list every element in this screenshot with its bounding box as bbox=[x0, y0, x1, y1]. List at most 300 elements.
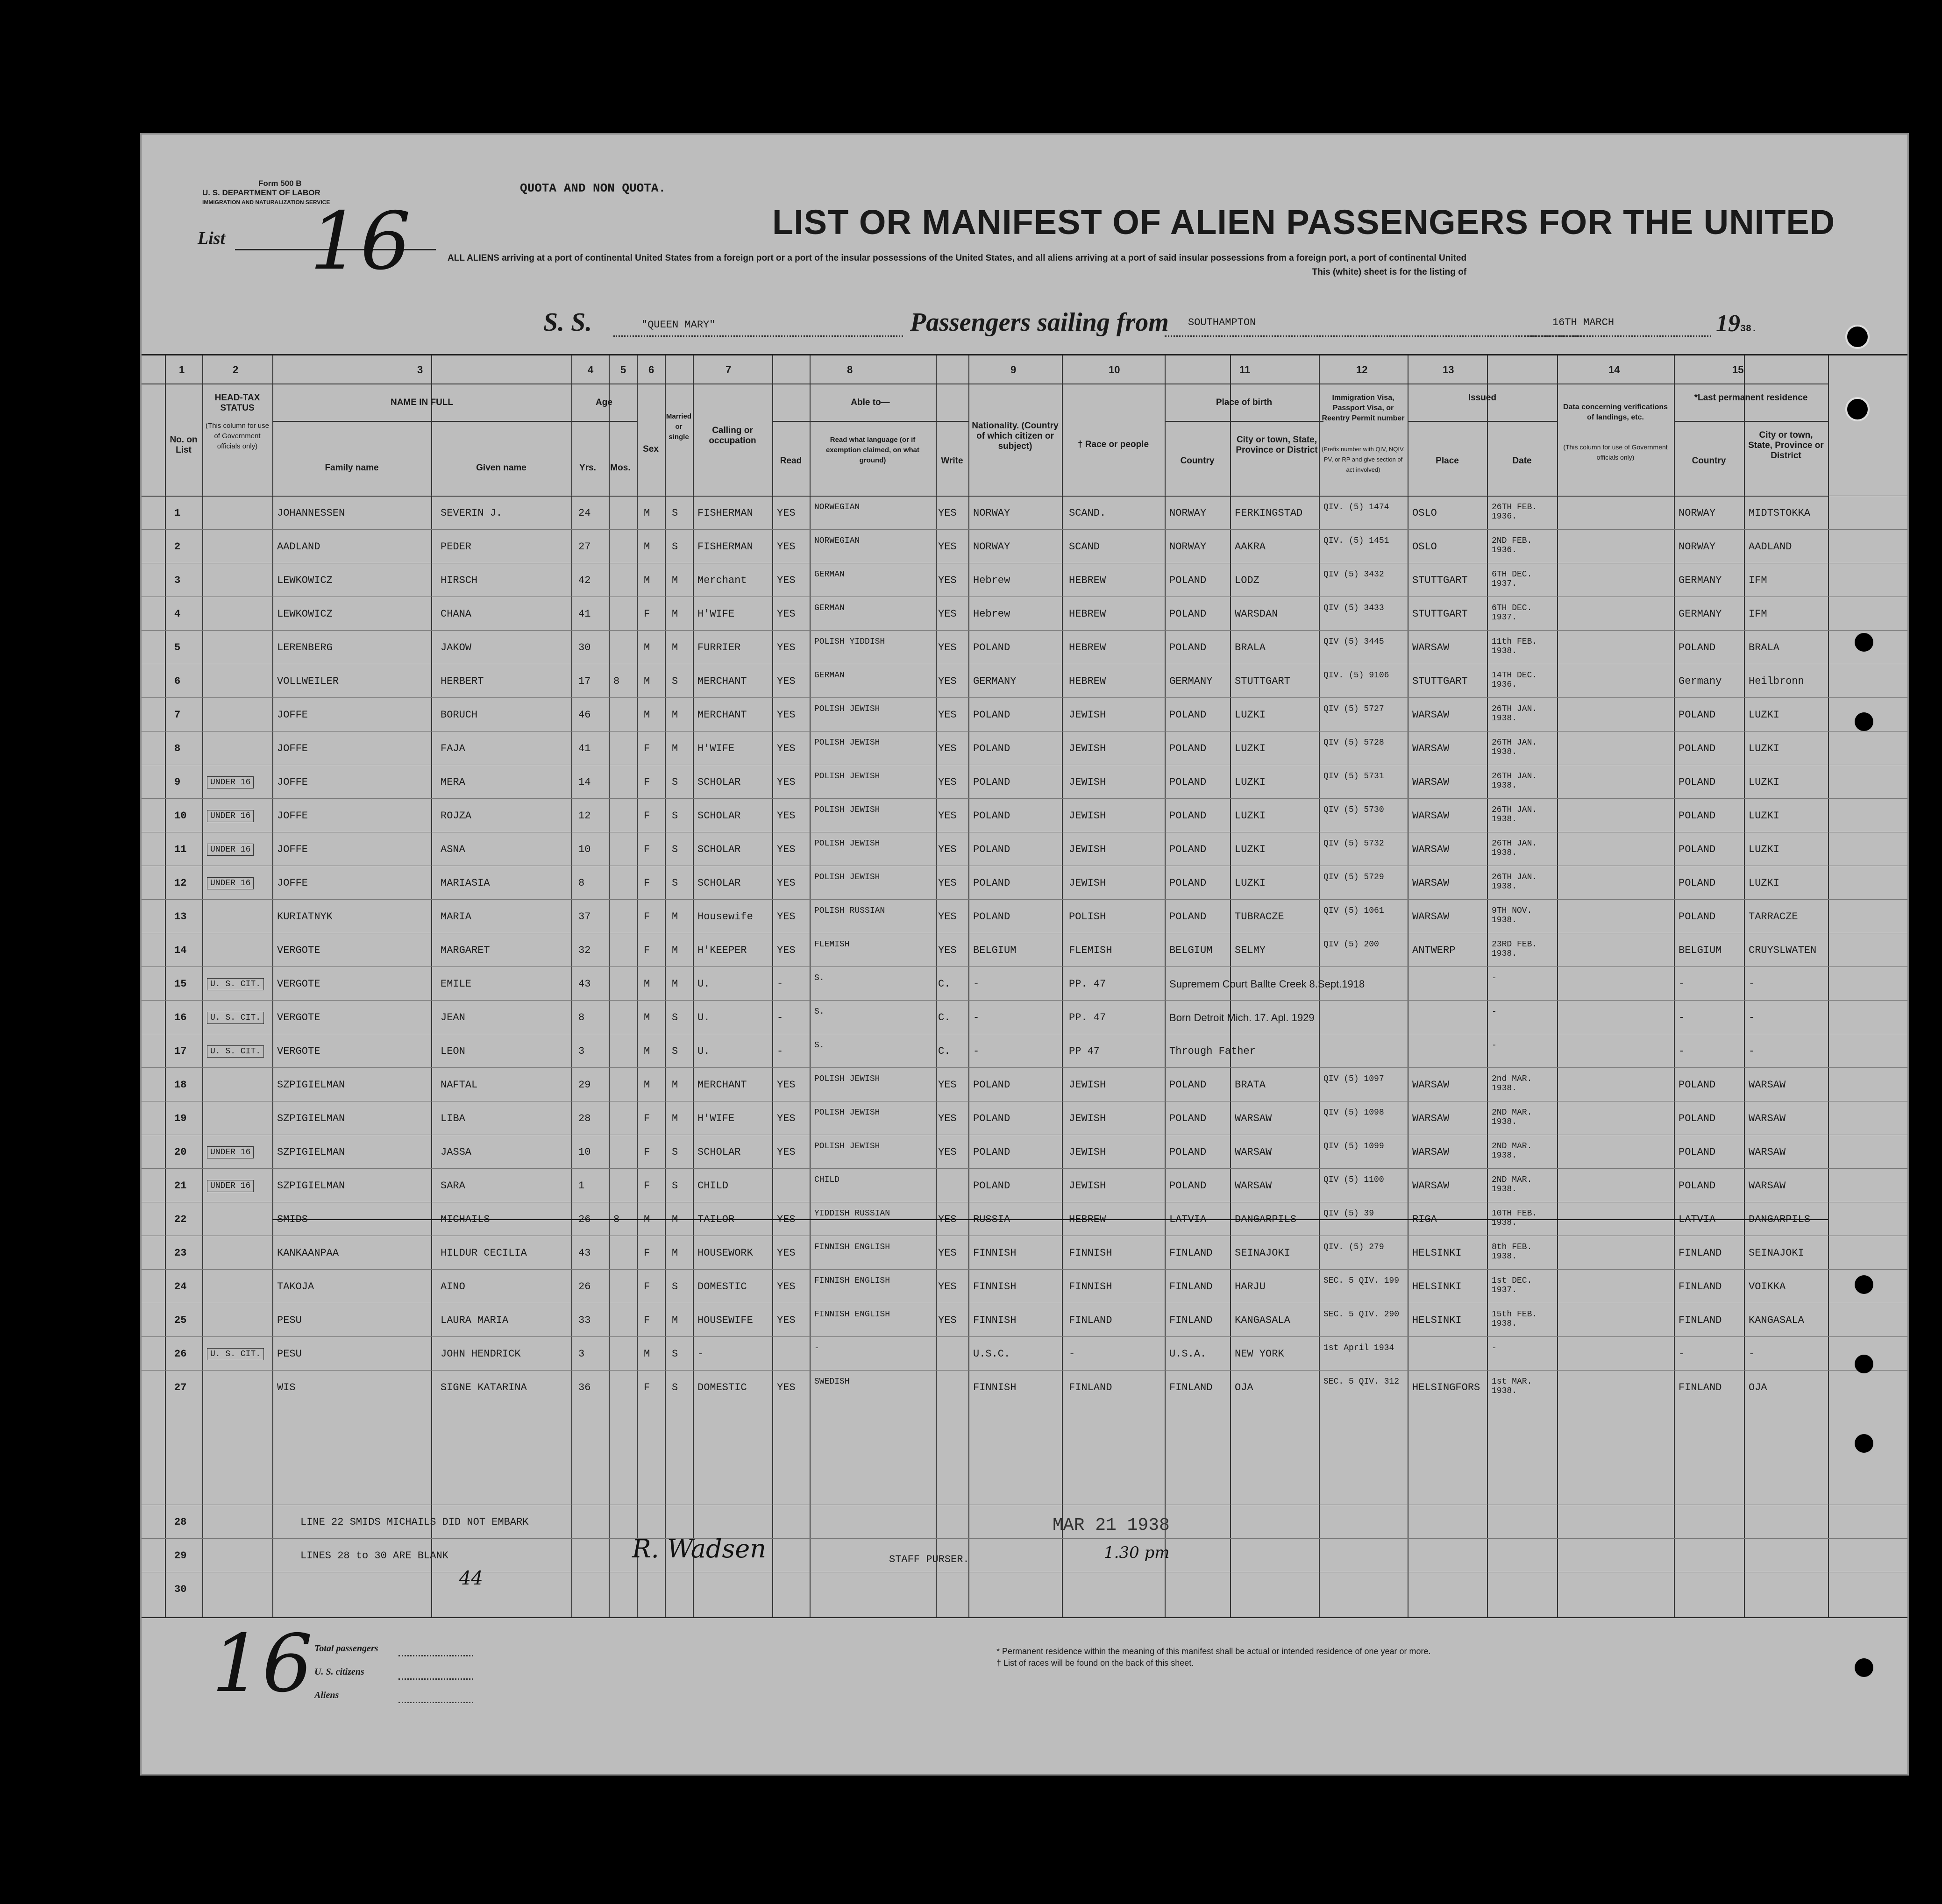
able-subrule bbox=[772, 421, 968, 422]
marital-status: M bbox=[672, 1113, 678, 1124]
race: HEBREW bbox=[1069, 675, 1106, 687]
residence-city: IFM bbox=[1749, 575, 1767, 586]
family-name: LEWKOWICZ bbox=[277, 608, 333, 620]
issued-date: 26TH JAN. 1938. bbox=[1492, 772, 1537, 790]
sex: M bbox=[644, 1045, 650, 1057]
sex: F bbox=[644, 608, 650, 620]
given-name: SARA bbox=[441, 1180, 465, 1192]
occupation: HOUSEWIFE bbox=[697, 1314, 753, 1326]
residence-city: - bbox=[1749, 1045, 1755, 1057]
row-no: 15 bbox=[174, 978, 187, 990]
hdr-issued-date: Date bbox=[1512, 456, 1532, 466]
visa-number: SEC. 5 QIV. 312 bbox=[1323, 1377, 1400, 1386]
can-write: YES bbox=[938, 877, 957, 889]
sex: F bbox=[644, 1180, 650, 1192]
issued-place: WARSAW bbox=[1412, 911, 1450, 923]
issued-place: WARSAW bbox=[1412, 642, 1450, 654]
age-years: 32 bbox=[578, 945, 591, 956]
sex: F bbox=[644, 945, 650, 956]
citizens-dots bbox=[398, 1678, 473, 1680]
given-name: MARIASIA bbox=[441, 877, 490, 889]
row-no: 24 bbox=[174, 1281, 187, 1293]
sail-date: 16TH MARCH bbox=[1552, 317, 1615, 328]
family-name: SZPIGIELMAN bbox=[277, 1113, 345, 1124]
marital-status: S bbox=[672, 1382, 678, 1393]
punch-hole bbox=[1855, 1434, 1873, 1453]
sex: M bbox=[644, 978, 650, 990]
row-no: 14 bbox=[174, 945, 187, 956]
family-name: JOFFE bbox=[277, 810, 308, 822]
occupation: SCHOLAR bbox=[697, 810, 741, 822]
birth-country: POLAND bbox=[1169, 1079, 1207, 1091]
occupation: SCHOLAR bbox=[697, 844, 741, 855]
residence-city: - bbox=[1749, 1348, 1755, 1360]
family-name: SZPIGIELMAN bbox=[277, 1079, 345, 1091]
passenger-row bbox=[142, 933, 1907, 967]
row-no: 30 bbox=[174, 1584, 187, 1595]
read-language: POLISH YIDDISH bbox=[814, 637, 885, 647]
can-read: YES bbox=[777, 608, 796, 620]
issued-date: 9TH NOV. 1938. bbox=[1492, 906, 1532, 925]
occupation: SCHOLAR bbox=[697, 1146, 741, 1158]
row-no: 23 bbox=[174, 1247, 187, 1259]
nationality: GERMANY bbox=[973, 675, 1017, 687]
can-read: YES bbox=[777, 945, 796, 956]
row-no: 5 bbox=[174, 642, 181, 654]
colnum-6: 6 bbox=[648, 364, 654, 376]
family-name: VERGOTE bbox=[277, 1045, 320, 1057]
head-tax-stamp bbox=[207, 1214, 213, 1215]
nationality: POLAND bbox=[973, 776, 1010, 788]
row-no: 9 bbox=[174, 776, 181, 788]
residence-city: SEINAJOKI bbox=[1749, 1247, 1804, 1259]
birth-country: LATVIA bbox=[1169, 1214, 1207, 1225]
colnum-4: 4 bbox=[588, 364, 594, 376]
visa-number: QIV (5) 3432 bbox=[1323, 570, 1384, 579]
head-tax-stamp: UNDER 16 bbox=[207, 877, 254, 889]
hdr-head-tax-note: (This column for use of Government officials only) bbox=[206, 422, 269, 450]
given-name: ROJZA bbox=[441, 810, 472, 822]
read-language: POLISH JEWISH bbox=[814, 704, 880, 714]
can-write: YES bbox=[938, 675, 957, 687]
nationality: - bbox=[973, 1045, 980, 1057]
passenger-row bbox=[142, 563, 1907, 597]
residence-country: POLAND bbox=[1679, 743, 1716, 754]
row-no: 17 bbox=[174, 1045, 187, 1057]
issued-date: 8th FEB. 1938. bbox=[1492, 1243, 1532, 1261]
family-name: JOFFE bbox=[277, 743, 308, 754]
sex: M bbox=[644, 1012, 650, 1023]
race: JEWISH bbox=[1069, 743, 1106, 754]
sex: F bbox=[644, 743, 650, 754]
nationality: POLAND bbox=[973, 911, 1010, 923]
colnum-7: 7 bbox=[726, 364, 732, 376]
can-read: YES bbox=[777, 877, 796, 889]
birth-country: POLAND bbox=[1169, 642, 1207, 654]
birth-country: FINLAND bbox=[1169, 1382, 1213, 1393]
occupation: Merchant bbox=[697, 575, 747, 586]
visa-number: SEC. 5 QIV. 199 bbox=[1323, 1276, 1400, 1286]
issued-date: 2nd MAR. 1938. bbox=[1492, 1074, 1532, 1093]
family-name: VERGOTE bbox=[277, 1012, 320, 1023]
can-write: C. bbox=[938, 978, 951, 990]
read-language: FINNISH ENGLISH bbox=[814, 1276, 890, 1286]
read-language: GERMAN bbox=[814, 570, 845, 579]
nationality: NORWAY bbox=[973, 541, 1010, 553]
birth-city: KANGASALA bbox=[1235, 1314, 1290, 1326]
given-name: PEDER bbox=[441, 541, 472, 553]
passenger-row bbox=[142, 832, 1907, 866]
race: PP. 47 bbox=[1069, 978, 1106, 990]
residence-country: NORWAY bbox=[1679, 507, 1716, 519]
age-years: 42 bbox=[578, 575, 591, 586]
department: U. S. DEPARTMENT OF LABOR bbox=[202, 188, 320, 197]
race: HEBREW bbox=[1069, 608, 1106, 620]
port-name: SOUTHAMPTON bbox=[1188, 317, 1256, 328]
nationality: POLAND bbox=[973, 1146, 1010, 1158]
birth-city: WARSAW bbox=[1235, 1180, 1272, 1192]
year-prefix: 19 bbox=[1716, 310, 1740, 337]
race: PP. 47 bbox=[1069, 1012, 1106, 1023]
age-years: 33 bbox=[578, 1314, 591, 1326]
sex: M bbox=[644, 541, 650, 553]
row-no: 8 bbox=[174, 743, 181, 754]
age-years: 10 bbox=[578, 844, 591, 855]
family-name: KURIATNYK bbox=[277, 911, 333, 923]
can-read: YES bbox=[777, 675, 796, 687]
age-years: 43 bbox=[578, 978, 591, 990]
head-tax-stamp: UNDER 16 bbox=[207, 810, 254, 822]
passenger-row bbox=[142, 1067, 1907, 1101]
occupation: U. bbox=[697, 1045, 710, 1057]
given-name: JEAN bbox=[441, 1012, 465, 1023]
marital-status: M bbox=[672, 709, 678, 721]
colnum-14: 14 bbox=[1608, 364, 1620, 376]
ss-label: S. S. bbox=[543, 308, 592, 337]
issued-date: 26TH JAN. 1938. bbox=[1492, 738, 1537, 757]
birth-country: POLAND bbox=[1169, 911, 1207, 923]
read-language: S. bbox=[814, 1041, 825, 1050]
can-read: YES bbox=[777, 541, 796, 553]
can-read: YES bbox=[777, 911, 796, 923]
issued-place: WARSAW bbox=[1412, 810, 1450, 822]
visa-number: QIV (5) 39 bbox=[1323, 1209, 1374, 1218]
head-tax-stamp: UNDER 16 bbox=[207, 776, 254, 789]
passenger-row bbox=[142, 1135, 1907, 1169]
read-language: SWEDISH bbox=[814, 1377, 850, 1386]
occupation: MERCHANT bbox=[697, 675, 747, 687]
occupation: H'WIFE bbox=[697, 608, 735, 620]
hdr-given-name: Given name bbox=[476, 463, 526, 473]
hdr-issued-place: Place bbox=[1436, 456, 1459, 466]
port-underline bbox=[1165, 335, 1585, 337]
colnum-2: 2 bbox=[233, 364, 239, 376]
family-name: SMIDS bbox=[277, 1214, 308, 1225]
head-tax-stamp: UNDER 16 bbox=[207, 844, 254, 856]
birth-city: LUZKI bbox=[1235, 776, 1266, 788]
given-name: AINO bbox=[441, 1281, 465, 1293]
hdr-married: Married or single bbox=[666, 412, 692, 441]
issued-place: HELSINKI bbox=[1412, 1247, 1462, 1259]
birth-city: HARJU bbox=[1235, 1281, 1266, 1293]
marital-status: M bbox=[672, 1247, 678, 1259]
hdr-race: † Race or people bbox=[1077, 440, 1149, 449]
race: JEWISH bbox=[1069, 1113, 1106, 1124]
nationality: - bbox=[973, 1012, 980, 1023]
can-write: YES bbox=[938, 1214, 957, 1225]
residence-country: POLAND bbox=[1679, 877, 1716, 889]
marital-status: S bbox=[672, 1146, 678, 1158]
sex: M bbox=[644, 507, 650, 519]
purser-signature: R. Wadsen bbox=[632, 1534, 767, 1563]
can-write: YES bbox=[938, 1146, 957, 1158]
visa-number: QIV. (5) 279 bbox=[1323, 1243, 1384, 1252]
birth-country: POLAND bbox=[1169, 743, 1207, 754]
birth-country: POLAND bbox=[1169, 1180, 1207, 1192]
residence-city: LUZKI bbox=[1749, 743, 1780, 754]
residence-country: NORWAY bbox=[1679, 541, 1716, 553]
issued-date: - bbox=[1492, 973, 1497, 983]
age-years: 27 bbox=[578, 541, 591, 553]
read-language: NORWEGIAN bbox=[814, 503, 860, 512]
race: JEWISH bbox=[1069, 844, 1106, 855]
can-read: YES bbox=[777, 1382, 796, 1393]
birth-country: POLAND bbox=[1169, 776, 1207, 788]
arrival-stamp: MAR 21 1938 bbox=[1053, 1515, 1170, 1535]
head-tax-stamp bbox=[207, 575, 213, 576]
passenger-row bbox=[142, 1269, 1907, 1303]
family-name: JOHANNESSEN bbox=[277, 507, 345, 519]
hdr-res-city: City or town, State, Province or District bbox=[1748, 430, 1824, 461]
issued-place: OSLO bbox=[1412, 507, 1437, 519]
residence-city: - bbox=[1749, 978, 1755, 990]
colnum-1: 1 bbox=[179, 364, 185, 376]
sex: F bbox=[644, 810, 650, 822]
race: POLISH bbox=[1069, 911, 1106, 923]
read-language: POLISH RUSSIAN bbox=[814, 906, 885, 916]
list-label: List bbox=[198, 228, 226, 248]
race: SCAND bbox=[1069, 541, 1100, 553]
residence-city: WARSAW bbox=[1749, 1146, 1786, 1158]
given-name: HIRSCH bbox=[441, 575, 478, 586]
age-years: 3 bbox=[578, 1348, 585, 1360]
issued-place: HELSINKI bbox=[1412, 1314, 1462, 1326]
occupation: FURRIER bbox=[697, 642, 741, 654]
hdr-nationality: Nationality. (Country of which citizen or subject) bbox=[972, 421, 1059, 451]
passenger-row bbox=[142, 966, 1907, 1001]
visa-number: 1st April 1934 bbox=[1323, 1343, 1394, 1353]
year bbox=[1716, 310, 1757, 337]
year-suffix: 38. bbox=[1740, 324, 1757, 334]
read-language: - bbox=[814, 1343, 819, 1353]
purser-title: STAFF PURSER. bbox=[889, 1554, 969, 1565]
residence-country: POLAND bbox=[1679, 1113, 1716, 1124]
occupation: FISHERMAN bbox=[697, 507, 753, 519]
row-no: 16 bbox=[174, 1012, 187, 1023]
family-name: JOFFE bbox=[277, 844, 308, 855]
passenger-row bbox=[142, 1236, 1907, 1270]
issued-date: 26TH FEB. 1936. bbox=[1492, 503, 1537, 521]
intro-line-1: ALL ALIENS arriving at a port of continental United States from a foreign port or a port of the insular possessions of the United States, and all aliens arriving at a port of said insular possessions from a foreign port, a port of continental United bbox=[448, 253, 1467, 263]
passenger-row bbox=[142, 1303, 1907, 1337]
given-name: JOHN HENDRICK bbox=[441, 1348, 521, 1360]
issued-place: WARSAW bbox=[1412, 709, 1450, 721]
birth-subrule bbox=[1165, 421, 1323, 422]
residence-city: WARSAW bbox=[1749, 1079, 1786, 1091]
hdr-read: Read bbox=[780, 456, 802, 466]
race: JEWISH bbox=[1069, 1146, 1106, 1158]
passenger-row bbox=[142, 496, 1907, 530]
sex: F bbox=[644, 1113, 650, 1124]
passenger-row bbox=[142, 798, 1907, 832]
birth-country: POLAND bbox=[1169, 1113, 1207, 1124]
passenger-row bbox=[142, 765, 1907, 799]
read-language: FLEMISH bbox=[814, 940, 850, 949]
birth-country: POLAND bbox=[1169, 608, 1207, 620]
head-tax-stamp: U. S. CIT. bbox=[207, 978, 264, 990]
head-tax-stamp bbox=[207, 507, 213, 509]
passenger-row bbox=[142, 1101, 1907, 1135]
issued-place: STUTTGART bbox=[1412, 575, 1468, 586]
issued-place: RIGA bbox=[1412, 1214, 1437, 1225]
occupation: U. bbox=[697, 978, 710, 990]
given-name: MARGARET bbox=[441, 945, 490, 956]
residence-city: IFM bbox=[1749, 608, 1767, 620]
head-tax-stamp bbox=[207, 1314, 213, 1316]
visa-number: QIV. (5) 1451 bbox=[1323, 536, 1389, 546]
age-years: 28 bbox=[578, 1113, 591, 1124]
birth-country: Supremem Court Ballte Creek 8.Sept.1918 bbox=[1169, 978, 1365, 990]
row-no: 21 bbox=[174, 1180, 187, 1192]
can-write: YES bbox=[938, 1247, 957, 1259]
residence-country: FINLAND bbox=[1679, 1247, 1722, 1259]
can-write: YES bbox=[938, 575, 957, 586]
occupation: MERCHANT bbox=[697, 1079, 747, 1091]
birth-city: OJA bbox=[1235, 1382, 1253, 1393]
issued-place: HELSINGFORS bbox=[1412, 1382, 1480, 1393]
read-language: POLISH JEWISH bbox=[814, 1074, 880, 1084]
race: PP 47 bbox=[1069, 1045, 1100, 1057]
passenger-row bbox=[142, 1370, 1907, 1404]
nationality: FINNISH bbox=[973, 1314, 1017, 1326]
residence-country: POLAND bbox=[1679, 844, 1716, 855]
race: FINNISH bbox=[1069, 1281, 1112, 1293]
visa-number: QIV. (5) 9106 bbox=[1323, 671, 1389, 680]
can-read: YES bbox=[777, 1281, 796, 1293]
head-tax-stamp: UNDER 16 bbox=[207, 1146, 254, 1158]
residence-city: LUZKI bbox=[1749, 844, 1780, 855]
occupation: - bbox=[697, 1348, 704, 1360]
issued-place: OSLO bbox=[1412, 541, 1437, 553]
row-no: 28 bbox=[174, 1516, 187, 1528]
residence-city: CRUYSLWATEN bbox=[1749, 945, 1817, 956]
can-write: YES bbox=[938, 1113, 957, 1124]
visa-number: QIV (5) 1061 bbox=[1323, 906, 1384, 916]
manifest-table bbox=[142, 354, 1907, 1618]
marital-status: M bbox=[672, 642, 678, 654]
given-name: LEON bbox=[441, 1045, 465, 1057]
given-name: CHANA bbox=[441, 608, 472, 620]
total-passengers-label: Total passengers bbox=[314, 1643, 378, 1654]
race: JEWISH bbox=[1069, 877, 1106, 889]
head-tax-stamp bbox=[207, 1079, 213, 1081]
nationality: POLAND bbox=[973, 1113, 1010, 1124]
race: JEWISH bbox=[1069, 1079, 1106, 1091]
colnum-8: 8 bbox=[847, 364, 853, 376]
note-row-28 bbox=[142, 1505, 1907, 1539]
nationality: POLAND bbox=[973, 877, 1010, 889]
can-write: YES bbox=[938, 541, 957, 553]
head-tax-stamp bbox=[207, 709, 213, 711]
read-language: POLISH JEWISH bbox=[814, 1108, 880, 1117]
row-no: 10 bbox=[174, 810, 187, 822]
birth-country: NORWAY bbox=[1169, 541, 1207, 553]
family-name: JOFFE bbox=[277, 877, 308, 889]
can-read: YES bbox=[777, 709, 796, 721]
family-name: LERENBERG bbox=[277, 642, 333, 654]
issued-date: 23RD FEB. 1938. bbox=[1492, 940, 1537, 959]
issued-place: WARSAW bbox=[1412, 1180, 1450, 1192]
head-tax-stamp bbox=[207, 675, 213, 677]
issued-place: WARSAW bbox=[1412, 1079, 1450, 1091]
age-subrule bbox=[571, 421, 637, 422]
marital-status: S bbox=[672, 844, 678, 855]
marital-status: M bbox=[672, 978, 678, 990]
can-read: - bbox=[777, 1045, 783, 1057]
issued-date: 2ND MAR. 1938. bbox=[1492, 1108, 1532, 1127]
read-language: NORWEGIAN bbox=[814, 536, 860, 546]
birth-country: BELGIUM bbox=[1169, 945, 1213, 956]
nationality: U.S.C. bbox=[973, 1348, 1010, 1360]
hdr-family-name: Family name bbox=[325, 463, 379, 473]
occupation: H'WIFE bbox=[697, 743, 735, 754]
occupation: CHILD bbox=[697, 1180, 729, 1192]
hdr-landings: Data concerning verifications of landings, etc. bbox=[1563, 403, 1668, 421]
can-read: YES bbox=[777, 642, 796, 654]
residence-country: - bbox=[1679, 1045, 1685, 1057]
nationality: POLAND bbox=[973, 1180, 1010, 1192]
family-name: SZPIGIELMAN bbox=[277, 1180, 345, 1192]
nationality: POLAND bbox=[973, 743, 1010, 754]
residence-country: - bbox=[1679, 1348, 1685, 1360]
intro-text bbox=[448, 251, 1466, 279]
marital-status: S bbox=[672, 877, 678, 889]
passenger-row bbox=[142, 1034, 1907, 1068]
given-name: HERBERT bbox=[441, 675, 484, 687]
given-name: SEVERIN J. bbox=[441, 507, 503, 519]
age-years: 12 bbox=[578, 810, 591, 822]
birth-city: WARSAW bbox=[1235, 1113, 1272, 1124]
birth-city: LUZKI bbox=[1235, 743, 1266, 754]
marital-status: S bbox=[672, 675, 678, 687]
birth-city: WARSDAN bbox=[1235, 608, 1278, 620]
birth-country: Through Father bbox=[1169, 1045, 1256, 1057]
residence-country: FINLAND bbox=[1679, 1382, 1722, 1393]
residence-country: - bbox=[1679, 1012, 1685, 1023]
colnum-13: 13 bbox=[1443, 364, 1454, 376]
totals-count-handwritten: 16 bbox=[212, 1618, 313, 1710]
birth-country: FINLAND bbox=[1169, 1314, 1213, 1326]
issued-date: - bbox=[1492, 1007, 1497, 1016]
occupation: DOMESTIC bbox=[697, 1281, 747, 1293]
head-tax-stamp: U. S. CIT. bbox=[207, 1012, 264, 1024]
hdr-able-to: Able to— bbox=[851, 398, 890, 407]
family-name: AADLAND bbox=[277, 541, 320, 553]
birth-city: LUZKI bbox=[1235, 709, 1266, 721]
age-years: 29 bbox=[578, 1079, 591, 1091]
can-write: YES bbox=[938, 810, 957, 822]
residence-city: DANGARPILS bbox=[1749, 1214, 1811, 1225]
